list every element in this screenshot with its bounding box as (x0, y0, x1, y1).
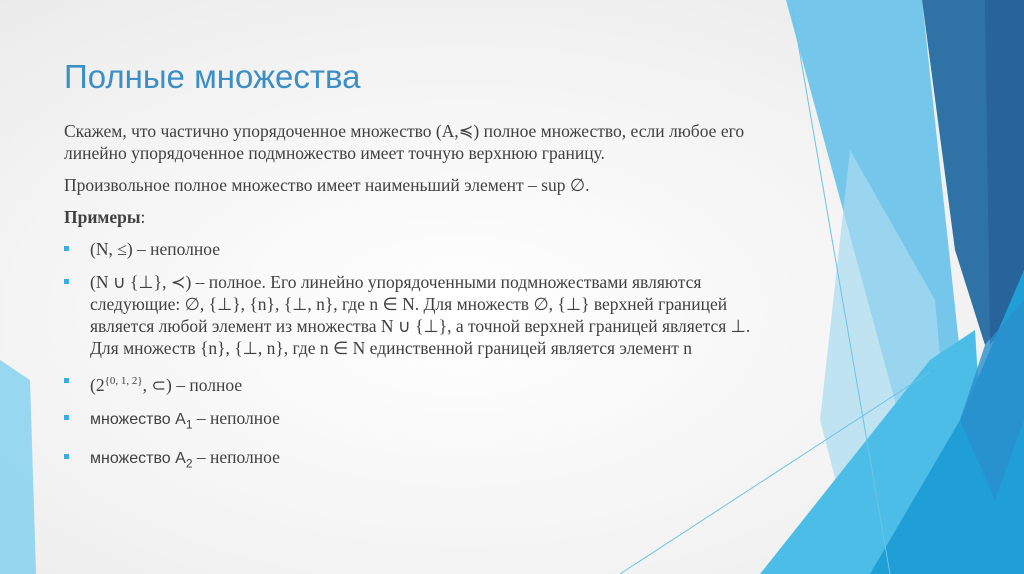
examples-heading-line (64, 206, 764, 228)
bullet-icon (64, 279, 69, 284)
list-item (64, 446, 764, 475)
bullet-icon (64, 246, 69, 251)
colon: : (140, 207, 146, 227)
list-item (64, 271, 764, 359)
item-text: (N ∪ {⊥}, ≺) – полное. Его линейно упорядоченными подмножествами являются следующие: ∅, {⊥}, {n}, {⊥, n}, где n ∈ N. Для множеств ∅, {⊥} верхней границей является любой элемент из множества N ∪ {⊥}, а точной верхней границей является ⊥. Для множеств {n}, {⊥, n}, где n ∈ N единственной границей является элемент n (90, 272, 751, 358)
slide-title: Полные множества (64, 58, 361, 95)
item-word: множество A (90, 410, 186, 428)
item-text: (N, ≤) – неполное (90, 239, 220, 259)
examples-heading: Примеры (64, 207, 141, 227)
list-item (64, 407, 764, 436)
item-sub: 1 (185, 417, 193, 432)
slide-content (64, 120, 764, 486)
bullet-icon (64, 378, 69, 383)
item-word: множество A (90, 450, 186, 468)
item-text: – неполное (192, 447, 280, 468)
examples-list (64, 238, 764, 475)
item-text: – неполное (192, 407, 280, 428)
list-item (64, 238, 764, 260)
statement-paragraph: Произвольное полное множество имеет наименьший элемент – sup ∅. (64, 175, 590, 195)
item-text: , ⊂) – полное (142, 374, 243, 395)
bullet-icon (64, 415, 69, 420)
item-sub: 2 (185, 456, 193, 471)
item-sup: {0, 1, 2} (104, 375, 143, 387)
bullet-icon (64, 454, 69, 459)
list-item (64, 370, 764, 396)
definition-paragraph: Скажем, что частично упорядоченное множество (A,≼) полное множество, если любое его линейно упорядоченное подмножество имеет точную верхнюю границу. (64, 121, 745, 163)
item-base: (2 (90, 374, 105, 395)
